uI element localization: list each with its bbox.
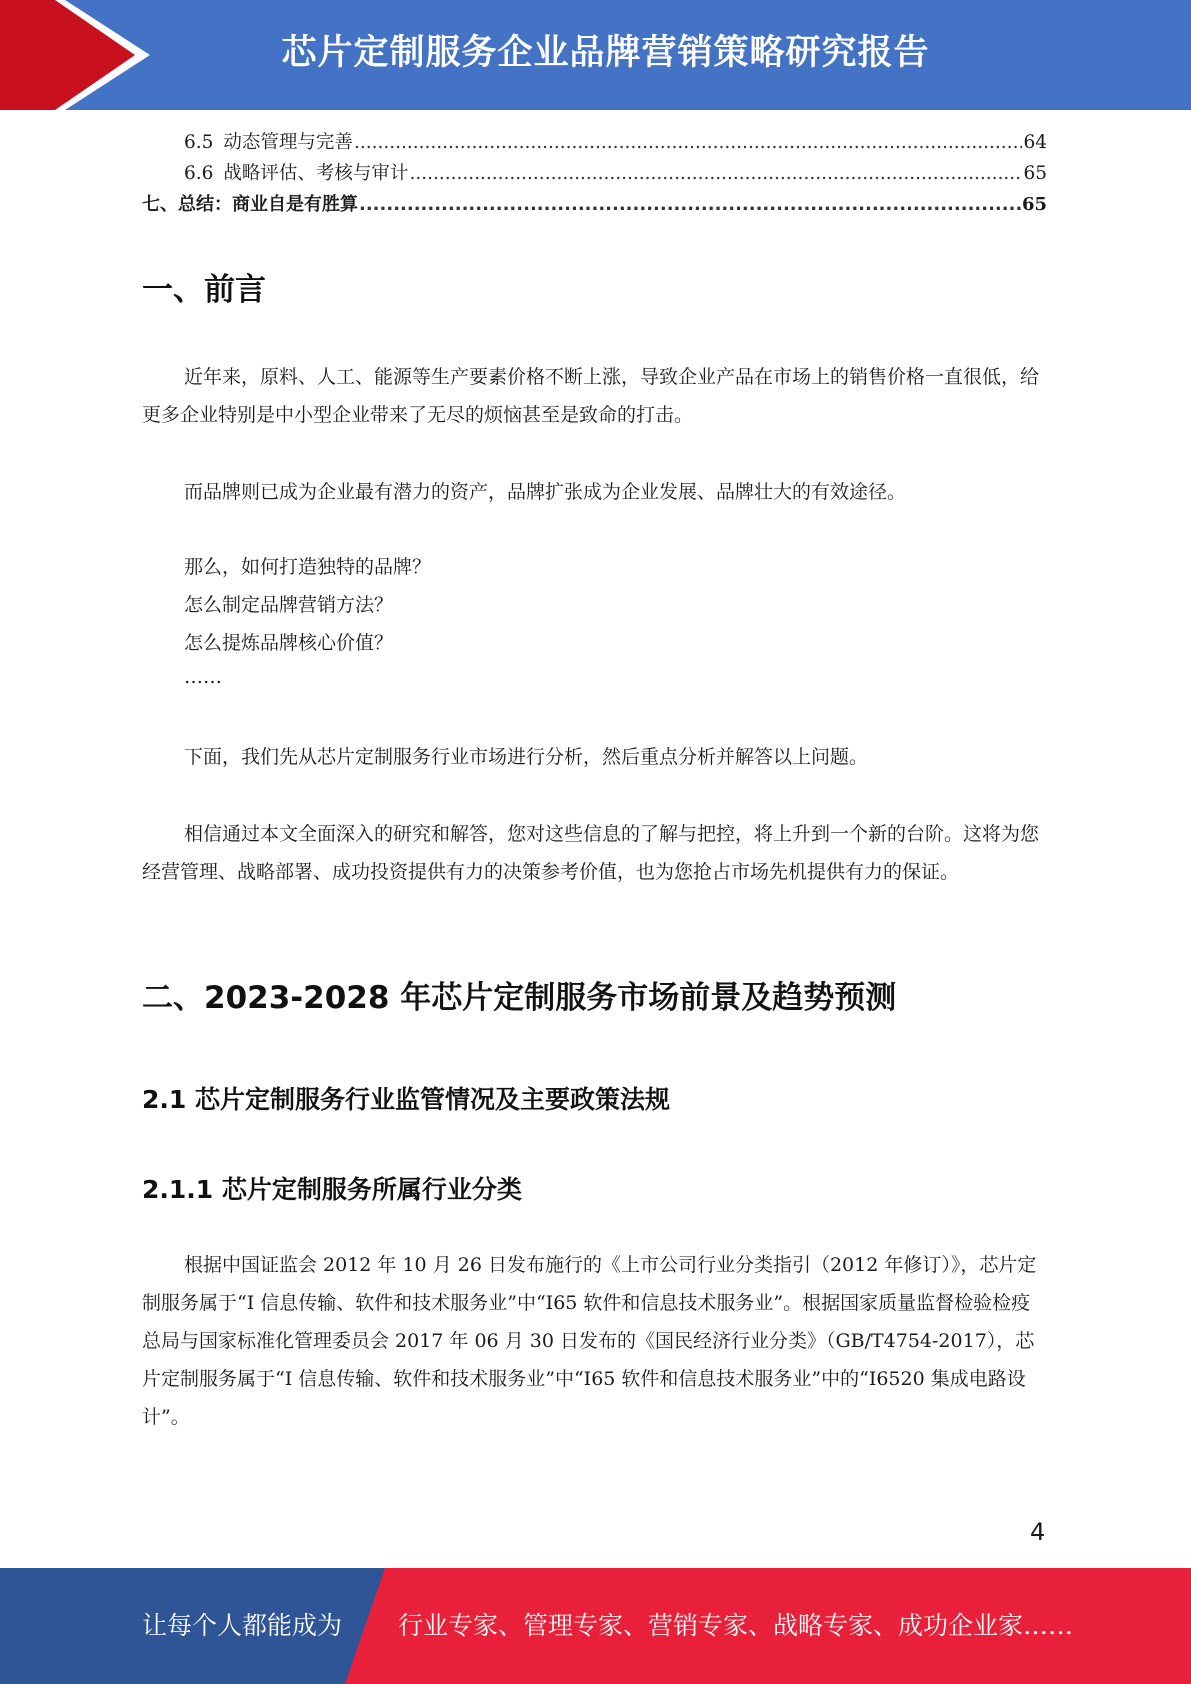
report-title: 芯片定制服务企业品牌营销策略研究报告 [281,33,930,73]
toc-leader [409,163,1022,184]
toc-leader [354,132,1023,153]
header-banner [0,0,1191,110]
toc-entry[interactable] [142,128,1047,159]
paragraph: 相信通过本文全面深入的研究和解答，您对这些信息的了解与把控，将上升到一个新的台阶。这将为您经营管理、战略部署、成功投资提供有力的决策参考价值，也为您抢占市场先机提供有力的保证。 [142,823,1040,883]
toc-page: 65 [1023,163,1047,184]
section-heading-preface: 一、前言 [142,272,266,308]
footer-slogan-right: 行业专家、管理专家、营销专家、战略专家、成功企业家…… [398,1611,1074,1640]
paragraph: 下面，我们先从芯片定制服务行业市场进行分析，然后重点分析并解答以上问题。 [184,746,869,768]
toc-label: 动态管理与完善 [223,132,353,153]
toc-leader [359,194,1021,215]
subsubsection-heading: 2.1.1 芯片定制服务所属行业分类 [142,1175,522,1204]
toc-number: 6.6 [184,163,214,184]
paragraph: 根据中国证监会 2012 年 10 月 26 日发布施行的《上市公司行业分类指引（2012 年修订）》，芯片定制服务属于“I 信息传输、软件和技术服务业”中“I65 软件和信息技术服务业”。根据国家质量监督检验检疫总局与国家标准化管理委员会 2017 年 06 月 30 日发布的《国民经济行业分类》（GB/T4754-2017），芯片定制服务属于“I 信息传输、软件和技术服务业”中“I65 软件和信息技术服务业”中的“I6520 集成电路设计”。 [142,1254,1037,1428]
subsection-heading: 2.1 芯片定制服务行业监管情况及主要政策法规 [142,1085,670,1114]
toc-label: 七、总结：商业自是有胜算 [142,194,358,215]
question-line: 怎么提炼品牌核心价值？ [184,632,394,654]
footer-slogan-left: 让每个人都能成为 [142,1611,343,1640]
question-line: 那么，如何打造独特的品牌？ [184,556,432,578]
section-heading-forecast: 二、2023-2028 年芯片定制服务市场前景及趋势预测 [142,980,897,1016]
toc-entry[interactable] [142,190,1047,221]
toc-entry[interactable] [142,159,1047,190]
toc-number: 6.5 [184,132,214,153]
paragraph: 而品牌则已成为企业最有潜力的资产，品牌扩张成为企业发展、品牌壮大的有效途径。 [184,481,907,503]
footer-banner [0,1568,1191,1684]
ellipsis-line: …… [184,666,222,688]
toc-label: 战略评估、考核与审计 [223,163,409,184]
toc-page: 65 [1021,194,1047,215]
paragraph: 近年来，原料、人工、能源等生产要素价格不断上涨，导致企业产品在市场上的销售价格一直很低，给更多企业特别是中小型企业带来了无尽的烦恼甚至是致命的打击。 [142,366,1040,426]
question-line: 怎么制定品牌营销方法？ [184,594,394,616]
toc-page: 64 [1023,132,1047,153]
page-number: 4 [1030,1518,1046,1546]
table-of-contents [142,128,1047,221]
